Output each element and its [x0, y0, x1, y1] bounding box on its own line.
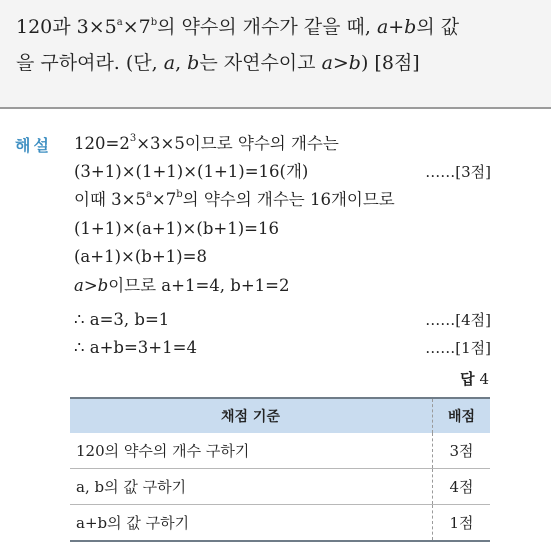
- score-mark: ……[1점]: [425, 339, 491, 357]
- solution-text: ×7: [151, 190, 177, 209]
- section-divider: [0, 107, 551, 109]
- solution-line: (3+1)×(1+1)×(1+1)=16(개): [74, 162, 309, 181]
- problem-text: ×7: [122, 16, 151, 38]
- problem-line-1: [16, 14, 459, 40]
- points-cell: 4점: [433, 469, 491, 505]
- solution-line: [74, 275, 289, 297]
- score-mark: ……[4점]: [425, 311, 491, 329]
- problem-variable: a: [163, 52, 176, 74]
- exponent: 3: [129, 133, 137, 144]
- table-row: [70, 505, 490, 542]
- grading-table: [70, 397, 490, 542]
- exponent: a: [116, 17, 123, 28]
- problem-text: 의 약수의 개수가 같을 때,: [157, 16, 377, 38]
- solution-line: (1+1)×(a+1)×(b+1)=16: [74, 219, 279, 238]
- problem-text: ,: [175, 52, 188, 74]
- answer-label: 답: [460, 370, 475, 388]
- solution-text: ×3×5이므로 약수의 개수는: [136, 134, 339, 153]
- problem-text: 는 자연수이고: [199, 52, 322, 74]
- solution-line: [74, 133, 339, 155]
- exponent: b: [176, 189, 183, 200]
- score-mark: ……[3점]: [425, 163, 491, 181]
- problem-text: ) [8점]: [360, 52, 420, 74]
- answer: [460, 368, 489, 389]
- problem-line-2: [16, 50, 420, 76]
- problem-text: 의 값: [416, 16, 460, 38]
- solution-text: 이므로: [108, 276, 162, 295]
- grading-header-row: [70, 398, 490, 433]
- exponent: a: [145, 189, 152, 200]
- problem-text: 을 구하여라. (단,: [16, 52, 164, 74]
- solution-tag: 해설: [15, 136, 52, 155]
- table-row: [70, 469, 490, 505]
- answer-value: 4: [479, 370, 489, 388]
- solution-line: (a+1)×(b+1)=8: [74, 247, 207, 266]
- solution-text: 이때 3×5: [74, 190, 146, 209]
- solution-text: 120=2: [74, 134, 130, 153]
- solution-line: [74, 189, 395, 211]
- problem-variable: b: [187, 52, 200, 74]
- problem-box: [0, 0, 551, 108]
- problem-variable: a+b: [376, 16, 417, 38]
- points-cell: 1점: [433, 505, 491, 542]
- criterion-cell: 120의 약수의 개수 구하기: [70, 433, 433, 469]
- exponent: b: [150, 17, 158, 28]
- points-header: 배점: [433, 398, 491, 433]
- solution-variable: a>b: [74, 276, 109, 295]
- solution-text: 의 약수의 개수는 16개이므로: [182, 190, 395, 209]
- criterion-header: 채점 기준: [70, 398, 433, 433]
- table-row: [70, 433, 490, 469]
- solution-line: ∴ a+b=3+1=4: [74, 338, 197, 357]
- solution-text: a+1=4, b+1=2: [161, 276, 290, 295]
- points-cell: 3점: [433, 433, 491, 469]
- problem-variable: a>b: [321, 52, 361, 74]
- criterion-cell: a+b의 값 구하기: [70, 505, 433, 542]
- solution-line: ∴ a=3, b=1: [74, 310, 170, 329]
- problem-text: 120과 3×5: [16, 16, 117, 38]
- criterion-cell: a, b의 값 구하기: [70, 469, 433, 505]
